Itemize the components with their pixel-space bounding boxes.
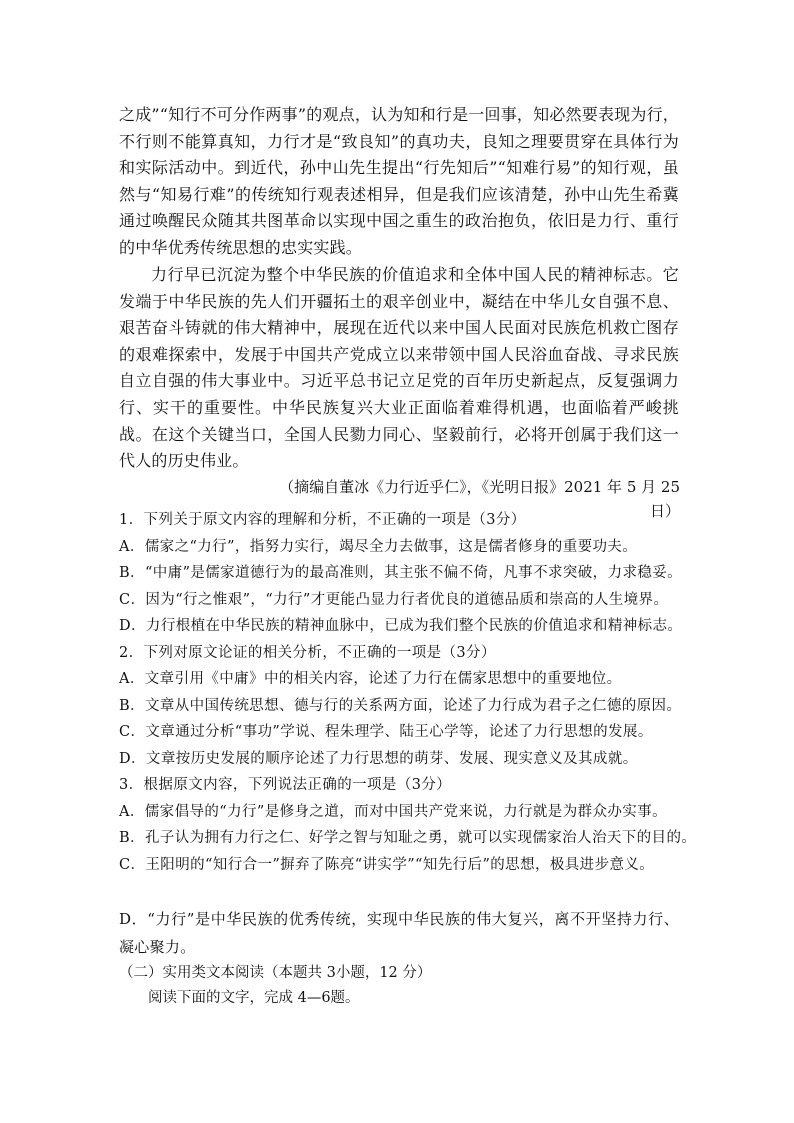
question-2-option-c: C．文章通过分析“事功”学说、程朱理学、陆王心学等，论述了力行思想的发展。 (119, 724, 653, 740)
section-instruction: 阅读下面的文字，完成 4—6题。 (148, 990, 360, 1006)
question-1-option-c: C．因为“行之惟艰”，“力行”才更能凸显力行者优良的道德品质和崇高的人生境界。 (119, 592, 669, 608)
question-2-option-d: D．文章按历史发展的顺序论述了力行思想的萌芽、发展、现实意义及其成就。 (119, 751, 638, 767)
question-2-option-a: A．文章引用《中庸》中的相关内容，论述了力行在儒家思想中的重要地位。 (119, 671, 622, 687)
question-1-stem: 1．下列关于原文内容的理解和分析，不正确的一项是（3分） (119, 512, 526, 528)
question-1-option-a: A．儒家之“力行”，指努力实行，竭尽全力去做事，这是儒者修身的重要功夫。 (119, 539, 638, 555)
question-2-stem: 2．下列对原文论证的相关分析，不正确的一项是（3分） (119, 645, 496, 661)
question-3-option-c: C．王阳明的“知行合一”摒弃了陈亮“讲实学”“知先行后”的思想，极具进步意义。 (119, 857, 655, 873)
question-1-option-d: D．力行根植在中华民族的精神血脉中，已成为我们整个民族的价值追求和精神标志。 (119, 618, 683, 634)
passage-paragraph-1 (119, 102, 679, 262)
question-3-option-b: B．孔子认为拥有力行之仁、好学之智与知耻之勇，就可以实现儒家治人治天下的目的。 (119, 830, 697, 846)
question-3-option-d: D．“力行”是中华民族的优秀传统，实现中华民族的伟大复兴，离不开坚持力行、凝心聚力。 (119, 910, 679, 956)
question-3-option-a: A．儒家倡导的“力行”是修身之道，而对中国共产党来说，力行就是为群众办实事。 (119, 804, 667, 820)
passage-text-2: 力行早已沉淀为整个中华民族的价值追求和全体中国人民的精神标志。它发端于中华民族的先人们开疆拓土的艰辛创业中，凝结在中华儿女自强不息、艰苦奋斗铸就的伟大精神中，展现在近代以来中国人民面对民族危机救亡图存的艰难探索中，发展于中国共产党成立以来带领中国人民浴血奋战、寻求民族自立自强的伟大事业中。习近平总书记立足党的百年历史新起点，反复强调力行、实干的重要性。中华民族复兴大业正面临着难得机遇，也面临着严峻挑战。在这个关键当口，全国人民勠力同心、坚毅前行，必将开创属于我们这一代人的历史伟业。 (119, 265, 679, 471)
passage-text-1: 之成”“知行不可分作两事”的观点，认为知和行是一回事，知必然要表现为行，不行则不能算真知，力行才是“致良知”的真功夫，良知之理要贯穿在具体行为和实际活动中。到近代，孙中山先生提出“行先知后”“知难行易”的知行观，虽然与“知易行难”的传统知行观表述相异，但是我们应该清楚，孙中山先生希冀通过唤醒民众随其共图革命以实现中国之重生的政治抱负，依旧是力行、重行的中华优秀传统思想的忠实实践。 (119, 105, 679, 257)
question-2-option-b: B．文章从中国传统思想、德与行的关系两方面，论述了力行成为君子之仁德的原因。 (119, 698, 682, 714)
question-1-option-b: B．“中庸”是儒家道德行为的最高准则，其主张不偏不倚，凡事不求突破，力求稳妥。 (119, 565, 683, 581)
passage-source: （摘编自董冰《力行近乎仁》，《光明日报》2021 年 5 月 25 日） (279, 478, 680, 520)
passage-paragraph-2 (119, 262, 679, 475)
question-3-stem: 3．根据原文内容，下列说法正确的一项是（3分） (119, 777, 452, 793)
section-heading: （二）实用类文本阅读（本题共 3小题，12 分） (119, 965, 432, 981)
